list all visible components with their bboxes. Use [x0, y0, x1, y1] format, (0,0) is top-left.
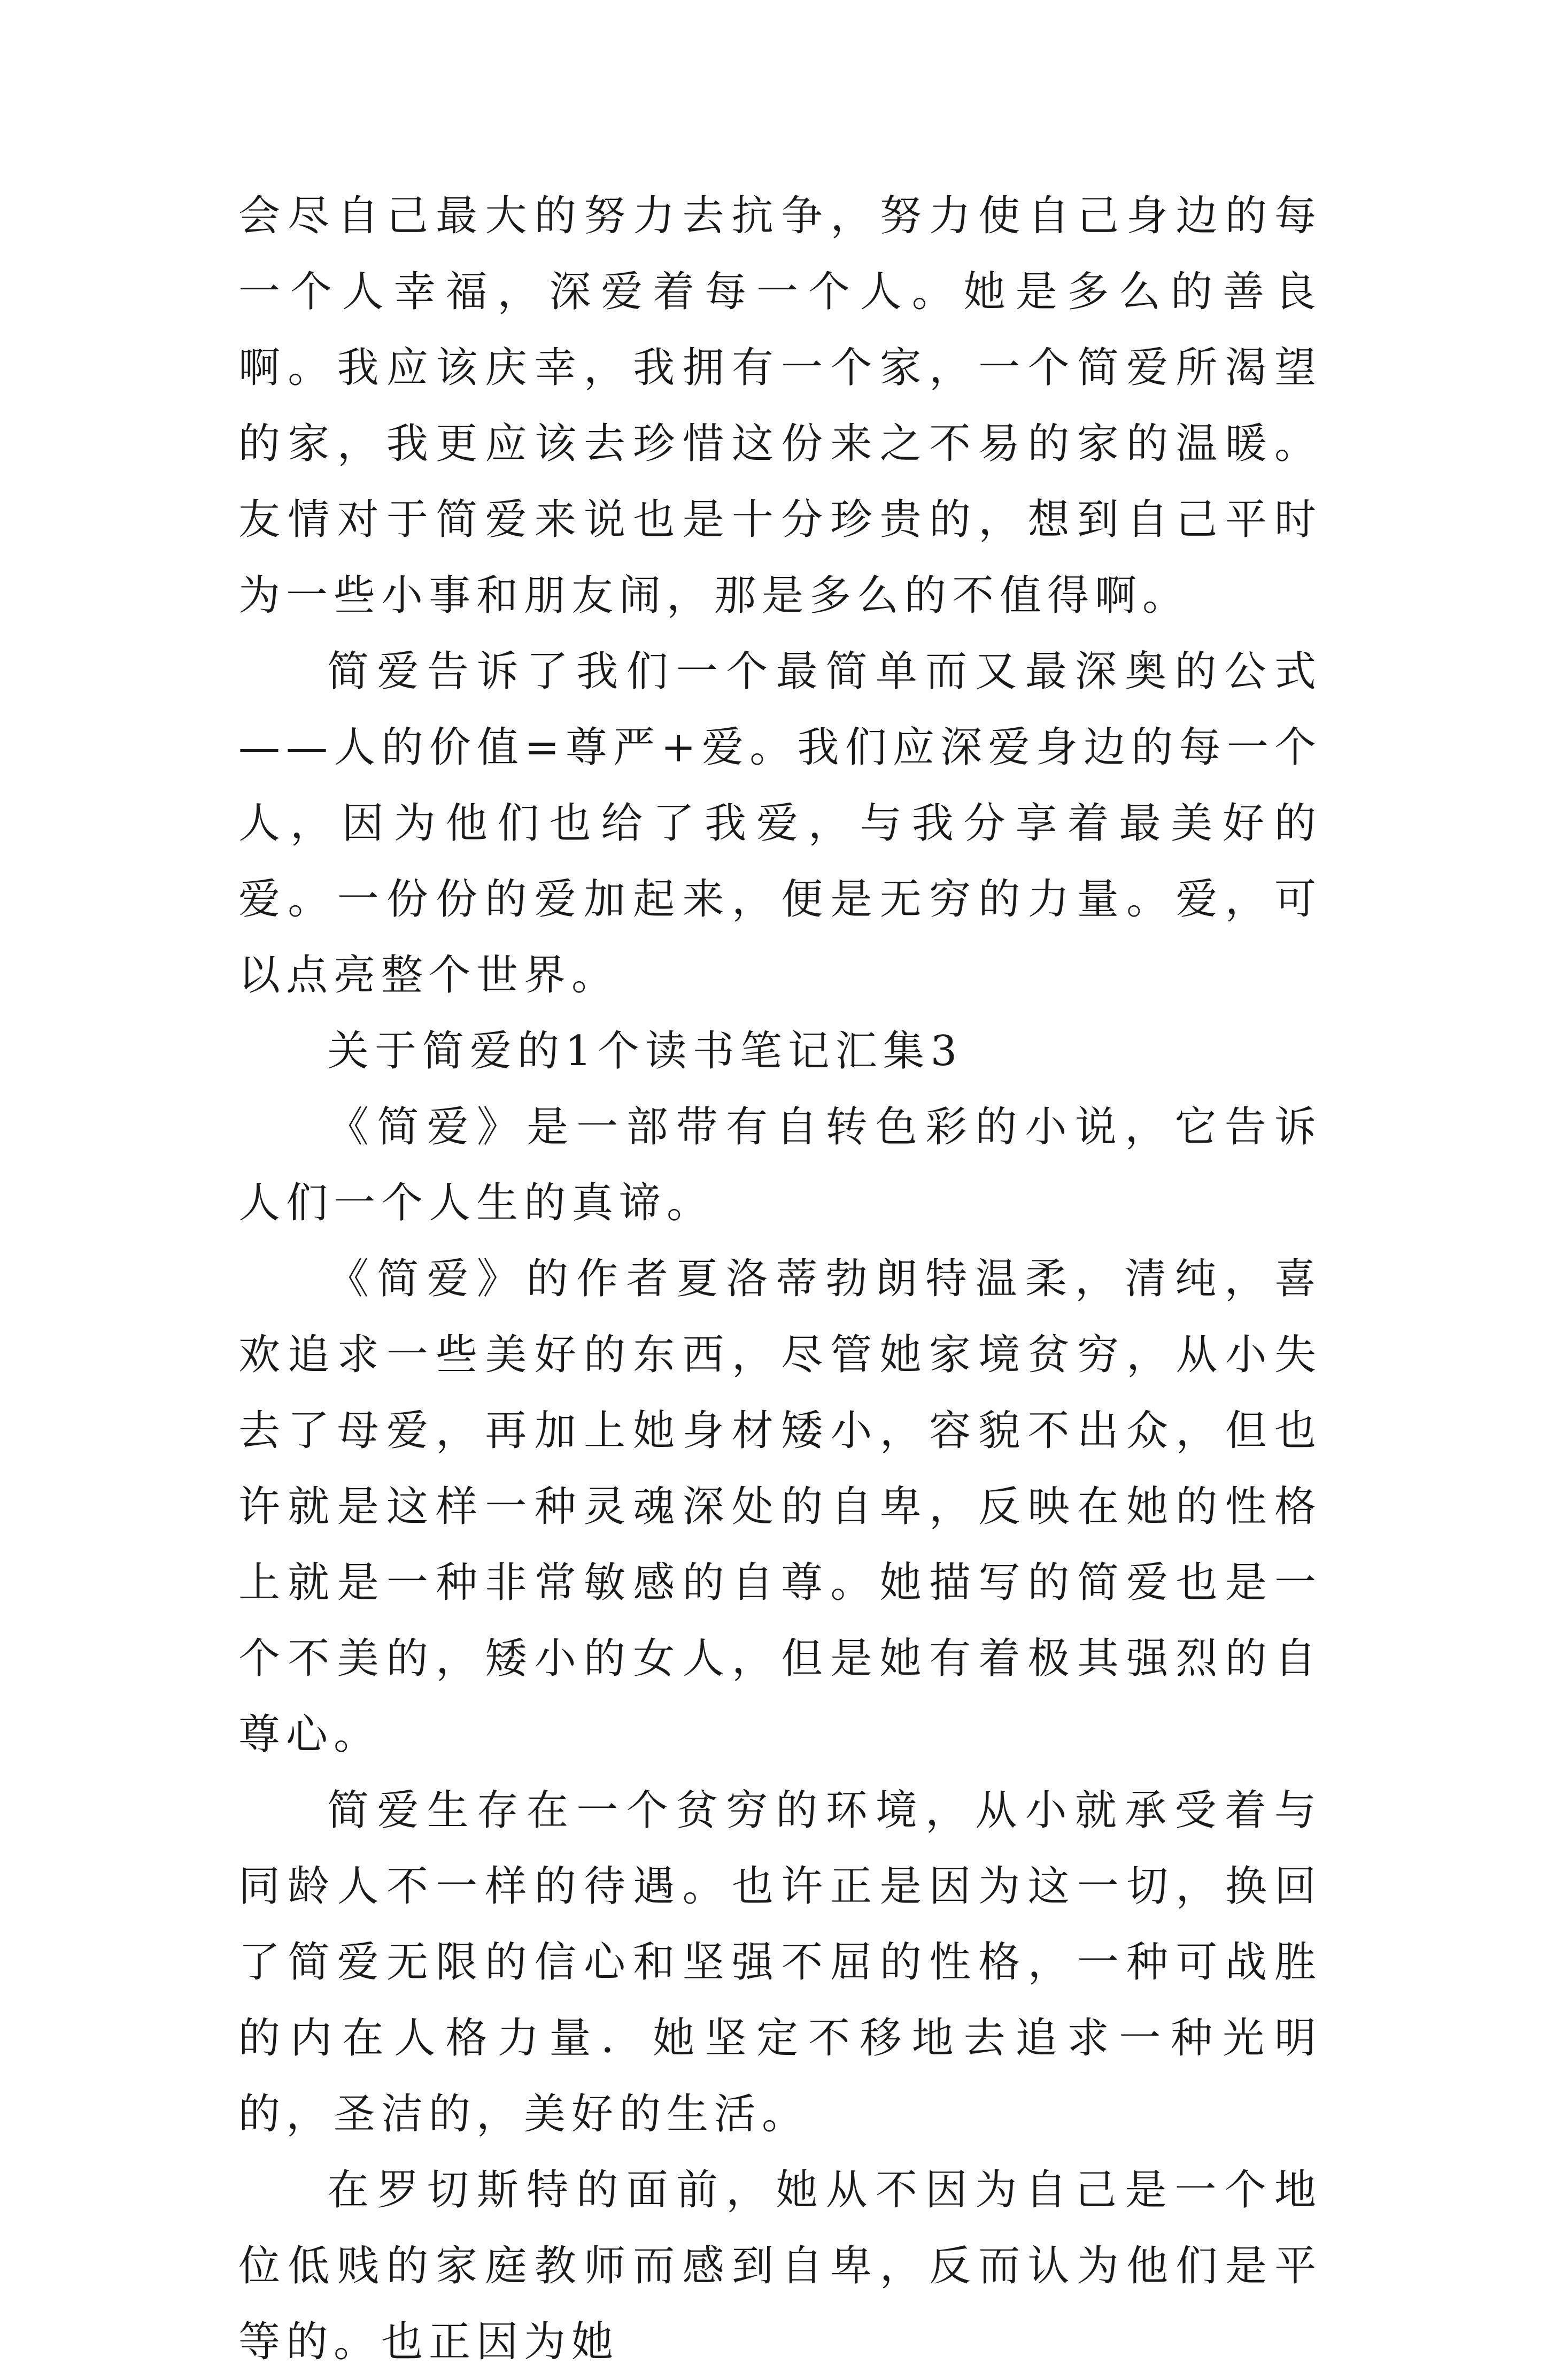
paragraph-5: 简爱生存在一个贫穷的环境，从小就承受着与同龄人不一样的待遇。也许正是因为这一切，换回了简爱无限的信心和坚强不屈的性格，一种可战胜的内在人格力量．她坚定不移地去追求一种光明的，圣洁的，美好的生活。	[238, 1786, 1322, 2138]
section-heading: 关于简爱的1个读书笔记汇集3	[327, 1027, 963, 1075]
body-text	[238, 178, 1322, 2380]
paragraph-1: 会尽自己最大的努力去抗争，努力使自己身边的每一个人幸福，深爱着每一个人。她是多么的善良啊。我应该庆幸，我拥有一个家，一个简爱所渴望的家，我更应该去珍惜这份来之不易的家的温暖。友情对于简爱来说也是十分珍贵的，想到自己平时为一些小事和朋友闹，那是多么的不值得啊。	[238, 192, 1322, 620]
paragraph-2: 简爱告诉了我们一个最简单而又最深奥的公式——人的价值=尊严+爱。我们应深爱身边的每一个人，因为他们也给了我爱，与我分享着最美好的爱。一份份的爱加起来，便是无穷的力量。爱，可以点亮整个世界。	[238, 648, 1322, 999]
paragraph-3: 《简爱》是一部带有自转色彩的小说，它告诉人们一个人生的真谛。	[238, 1103, 1322, 1227]
paragraph-4: 《简爱》的作者夏洛蒂勃朗特温柔，清纯，喜欢追求一些美好的东西，尽管她家境贫穷，从小失去了母爱，再加上她身材矮小，容貌不出众，但也许就是这样一种灵魂深处的自卑，反映在她的性格上就是一种非常敏感的自尊。她描写的简爱也是一个不美的，矮小的女人，但是她有着极其强烈的自尊心。	[238, 1255, 1322, 1759]
paragraph-6: 在罗切斯特的面前，她从不因为自己是一个地位低贱的家庭教师而感到自卑，反而认为他们是平等的。也正因为她	[238, 2166, 1322, 2366]
